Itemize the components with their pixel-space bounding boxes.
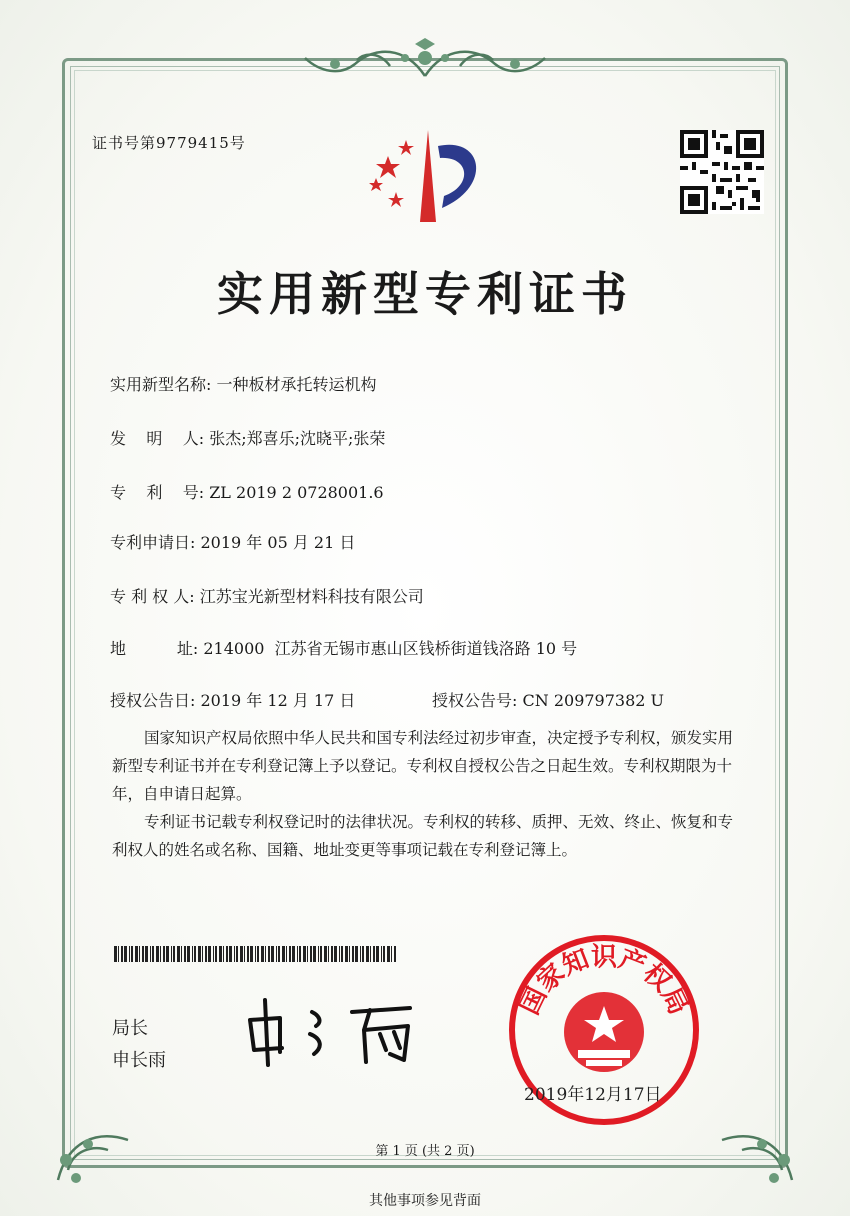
barcode-bar bbox=[307, 946, 308, 962]
barcode-bar bbox=[257, 946, 259, 962]
barcode-bar bbox=[139, 946, 140, 962]
barcode-bar bbox=[202, 946, 203, 962]
field-label: 发 明 人: bbox=[110, 429, 205, 448]
field-utility-model-name bbox=[110, 372, 377, 395]
top-ornament bbox=[295, 36, 555, 86]
barcode-bar bbox=[226, 946, 228, 962]
barcode-bar bbox=[355, 946, 358, 962]
barcode-bar bbox=[394, 946, 396, 962]
barcode-bar bbox=[349, 946, 350, 962]
barcode-bar bbox=[198, 946, 201, 962]
field-patent-number bbox=[110, 480, 384, 503]
field-value: 一种板材承托转运机构 bbox=[216, 375, 377, 394]
barcode-bar bbox=[173, 946, 175, 962]
barcode-bar bbox=[268, 946, 270, 962]
barcode-bar bbox=[236, 946, 238, 962]
barcode-bar bbox=[234, 946, 235, 962]
barcode-bar bbox=[276, 946, 277, 962]
barcode-bar bbox=[192, 946, 193, 962]
barcode-bar bbox=[387, 946, 390, 962]
barcode-bar bbox=[341, 946, 343, 962]
barcode-bar bbox=[324, 946, 327, 962]
barcode-bar bbox=[299, 946, 301, 962]
field-label: 专 利 号: bbox=[110, 483, 205, 502]
field-grant-date bbox=[110, 688, 355, 711]
barcode-bar bbox=[205, 946, 207, 962]
barcode-bar bbox=[240, 946, 243, 962]
barcode-bar bbox=[328, 946, 329, 962]
field-patentee bbox=[110, 584, 424, 607]
barcode-bar bbox=[213, 946, 214, 962]
patent-office-logo-icon bbox=[358, 126, 498, 226]
barcode-bar bbox=[261, 946, 264, 962]
barcode-bar bbox=[244, 946, 245, 962]
barcode-bar bbox=[142, 946, 144, 962]
barcode-bar bbox=[381, 946, 382, 962]
barcode-bar bbox=[124, 946, 127, 962]
barcode-bar bbox=[129, 946, 130, 962]
field-value: ZL 2019 2 0728001.6 bbox=[209, 483, 384, 502]
barcode-bar bbox=[250, 946, 253, 962]
barcode-bar bbox=[310, 946, 312, 962]
signatory-role: 局长 bbox=[112, 1018, 148, 1039]
barcode-bar bbox=[135, 946, 138, 962]
barcode-bar bbox=[391, 946, 392, 962]
barcode-bar bbox=[145, 946, 148, 962]
field-address bbox=[110, 636, 577, 659]
barcode-bar bbox=[229, 946, 232, 962]
field-application-date bbox=[110, 530, 355, 553]
barcode-icon bbox=[114, 946, 398, 962]
field-label: 地 址: bbox=[110, 639, 199, 658]
field-inventors bbox=[110, 426, 385, 449]
field-announcement-number bbox=[432, 688, 664, 711]
barcode-bar bbox=[303, 946, 306, 962]
barcode-bar bbox=[265, 946, 266, 962]
barcode-bar bbox=[163, 946, 165, 962]
barcode-bar bbox=[156, 946, 159, 962]
barcode-bar bbox=[282, 946, 285, 962]
barcode-bar bbox=[215, 946, 217, 962]
barcode-bar bbox=[292, 946, 295, 962]
barcode-bar bbox=[187, 946, 190, 962]
barcode-bar bbox=[118, 946, 119, 962]
field-label: 专利申请日: bbox=[110, 533, 196, 552]
field-label: 专 利 权 人: bbox=[110, 587, 195, 606]
barcode-bar bbox=[345, 946, 348, 962]
body-paragraph-2: 专利证书记载专利权登记时的法律状况。专利权的转移、质押、无效、终止、恢复和专利权人的姓名或名称、国籍、地址变更等事项记载在专利登记簿上。 bbox=[112, 813, 734, 859]
field-value: 2019 年 12 月 17 日 bbox=[200, 691, 356, 710]
barcode-bar bbox=[366, 946, 369, 962]
barcode-bar bbox=[219, 946, 222, 962]
field-value: 江苏宝光新型材料科技有限公司 bbox=[199, 587, 424, 606]
barcode-bar bbox=[370, 946, 371, 962]
barcode-bar bbox=[360, 946, 361, 962]
seal-date: 2019年12月17日 bbox=[524, 1085, 662, 1105]
field-value: 2019 年 05 月 21 日 bbox=[200, 533, 356, 552]
qr-code-icon bbox=[680, 130, 764, 214]
barcode-bar bbox=[352, 946, 354, 962]
field-label: 实用新型名称: bbox=[110, 375, 212, 394]
field-value: CN 209797382 U bbox=[522, 691, 665, 710]
barcode-bar bbox=[313, 946, 316, 962]
barcode-bar bbox=[171, 946, 172, 962]
barcode-bar bbox=[255, 946, 256, 962]
barcode-bar bbox=[278, 946, 280, 962]
barcode-bar bbox=[194, 946, 196, 962]
certificate-body bbox=[112, 724, 744, 864]
body-paragraph-1: 国家知识产权局依照中华人民共和国专利法经过初步审查，决定授予专利权，颁发实用新型专利证书并在专利登记簿上予以登记。专利权自授权公告之日起生效。专利权期限为十年，自申请日起算。 bbox=[112, 729, 734, 803]
field-label: 授权公告日: bbox=[110, 691, 196, 710]
barcode-bar bbox=[383, 946, 385, 962]
barcode-bar bbox=[286, 946, 287, 962]
barcode-bar bbox=[223, 946, 224, 962]
barcode-bar bbox=[320, 946, 322, 962]
signatory-name: 申长雨 bbox=[112, 1050, 166, 1071]
barcode-bar bbox=[339, 946, 340, 962]
barcode-bar bbox=[289, 946, 291, 962]
barcode-bar bbox=[318, 946, 319, 962]
barcode-bar bbox=[177, 946, 180, 962]
barcode-bar bbox=[297, 946, 298, 962]
field-label: 授权公告号: bbox=[432, 691, 518, 710]
barcode-bar bbox=[208, 946, 211, 962]
barcode-bar bbox=[150, 946, 151, 962]
barcode-bar bbox=[247, 946, 249, 962]
page-indicator: 第 1 页 (共 2 页) bbox=[375, 1144, 475, 1159]
barcode-bar bbox=[334, 946, 337, 962]
barcode-bar bbox=[331, 946, 333, 962]
field-value: 张杰;郑喜乐;沈晓平;张荣 bbox=[209, 429, 386, 448]
handwritten-signature-icon bbox=[240, 990, 440, 1070]
barcode-bar bbox=[160, 946, 161, 962]
barcode-bar bbox=[114, 946, 117, 962]
field-value: 214000 江苏省无锡市惠山区钱桥街道钱洛路 10 号 bbox=[203, 639, 578, 658]
certificate-title: 实用新型专利证书 bbox=[217, 267, 633, 321]
barcode-bar bbox=[152, 946, 154, 962]
barcode-bar bbox=[131, 946, 133, 962]
barcode-bar bbox=[362, 946, 364, 962]
footer-note: 其他事项参见背面 bbox=[369, 1193, 481, 1209]
barcode-bar bbox=[184, 946, 186, 962]
barcode-bar bbox=[271, 946, 274, 962]
barcode-bar bbox=[376, 946, 379, 962]
barcode-bar bbox=[121, 946, 123, 962]
seal-text: 国家知识产权局 bbox=[514, 942, 694, 1020]
barcode-bar bbox=[166, 946, 169, 962]
barcode-bar bbox=[373, 946, 375, 962]
certificate-number: 证书号第9779415号 bbox=[92, 134, 246, 152]
barcode-bar bbox=[181, 946, 182, 962]
